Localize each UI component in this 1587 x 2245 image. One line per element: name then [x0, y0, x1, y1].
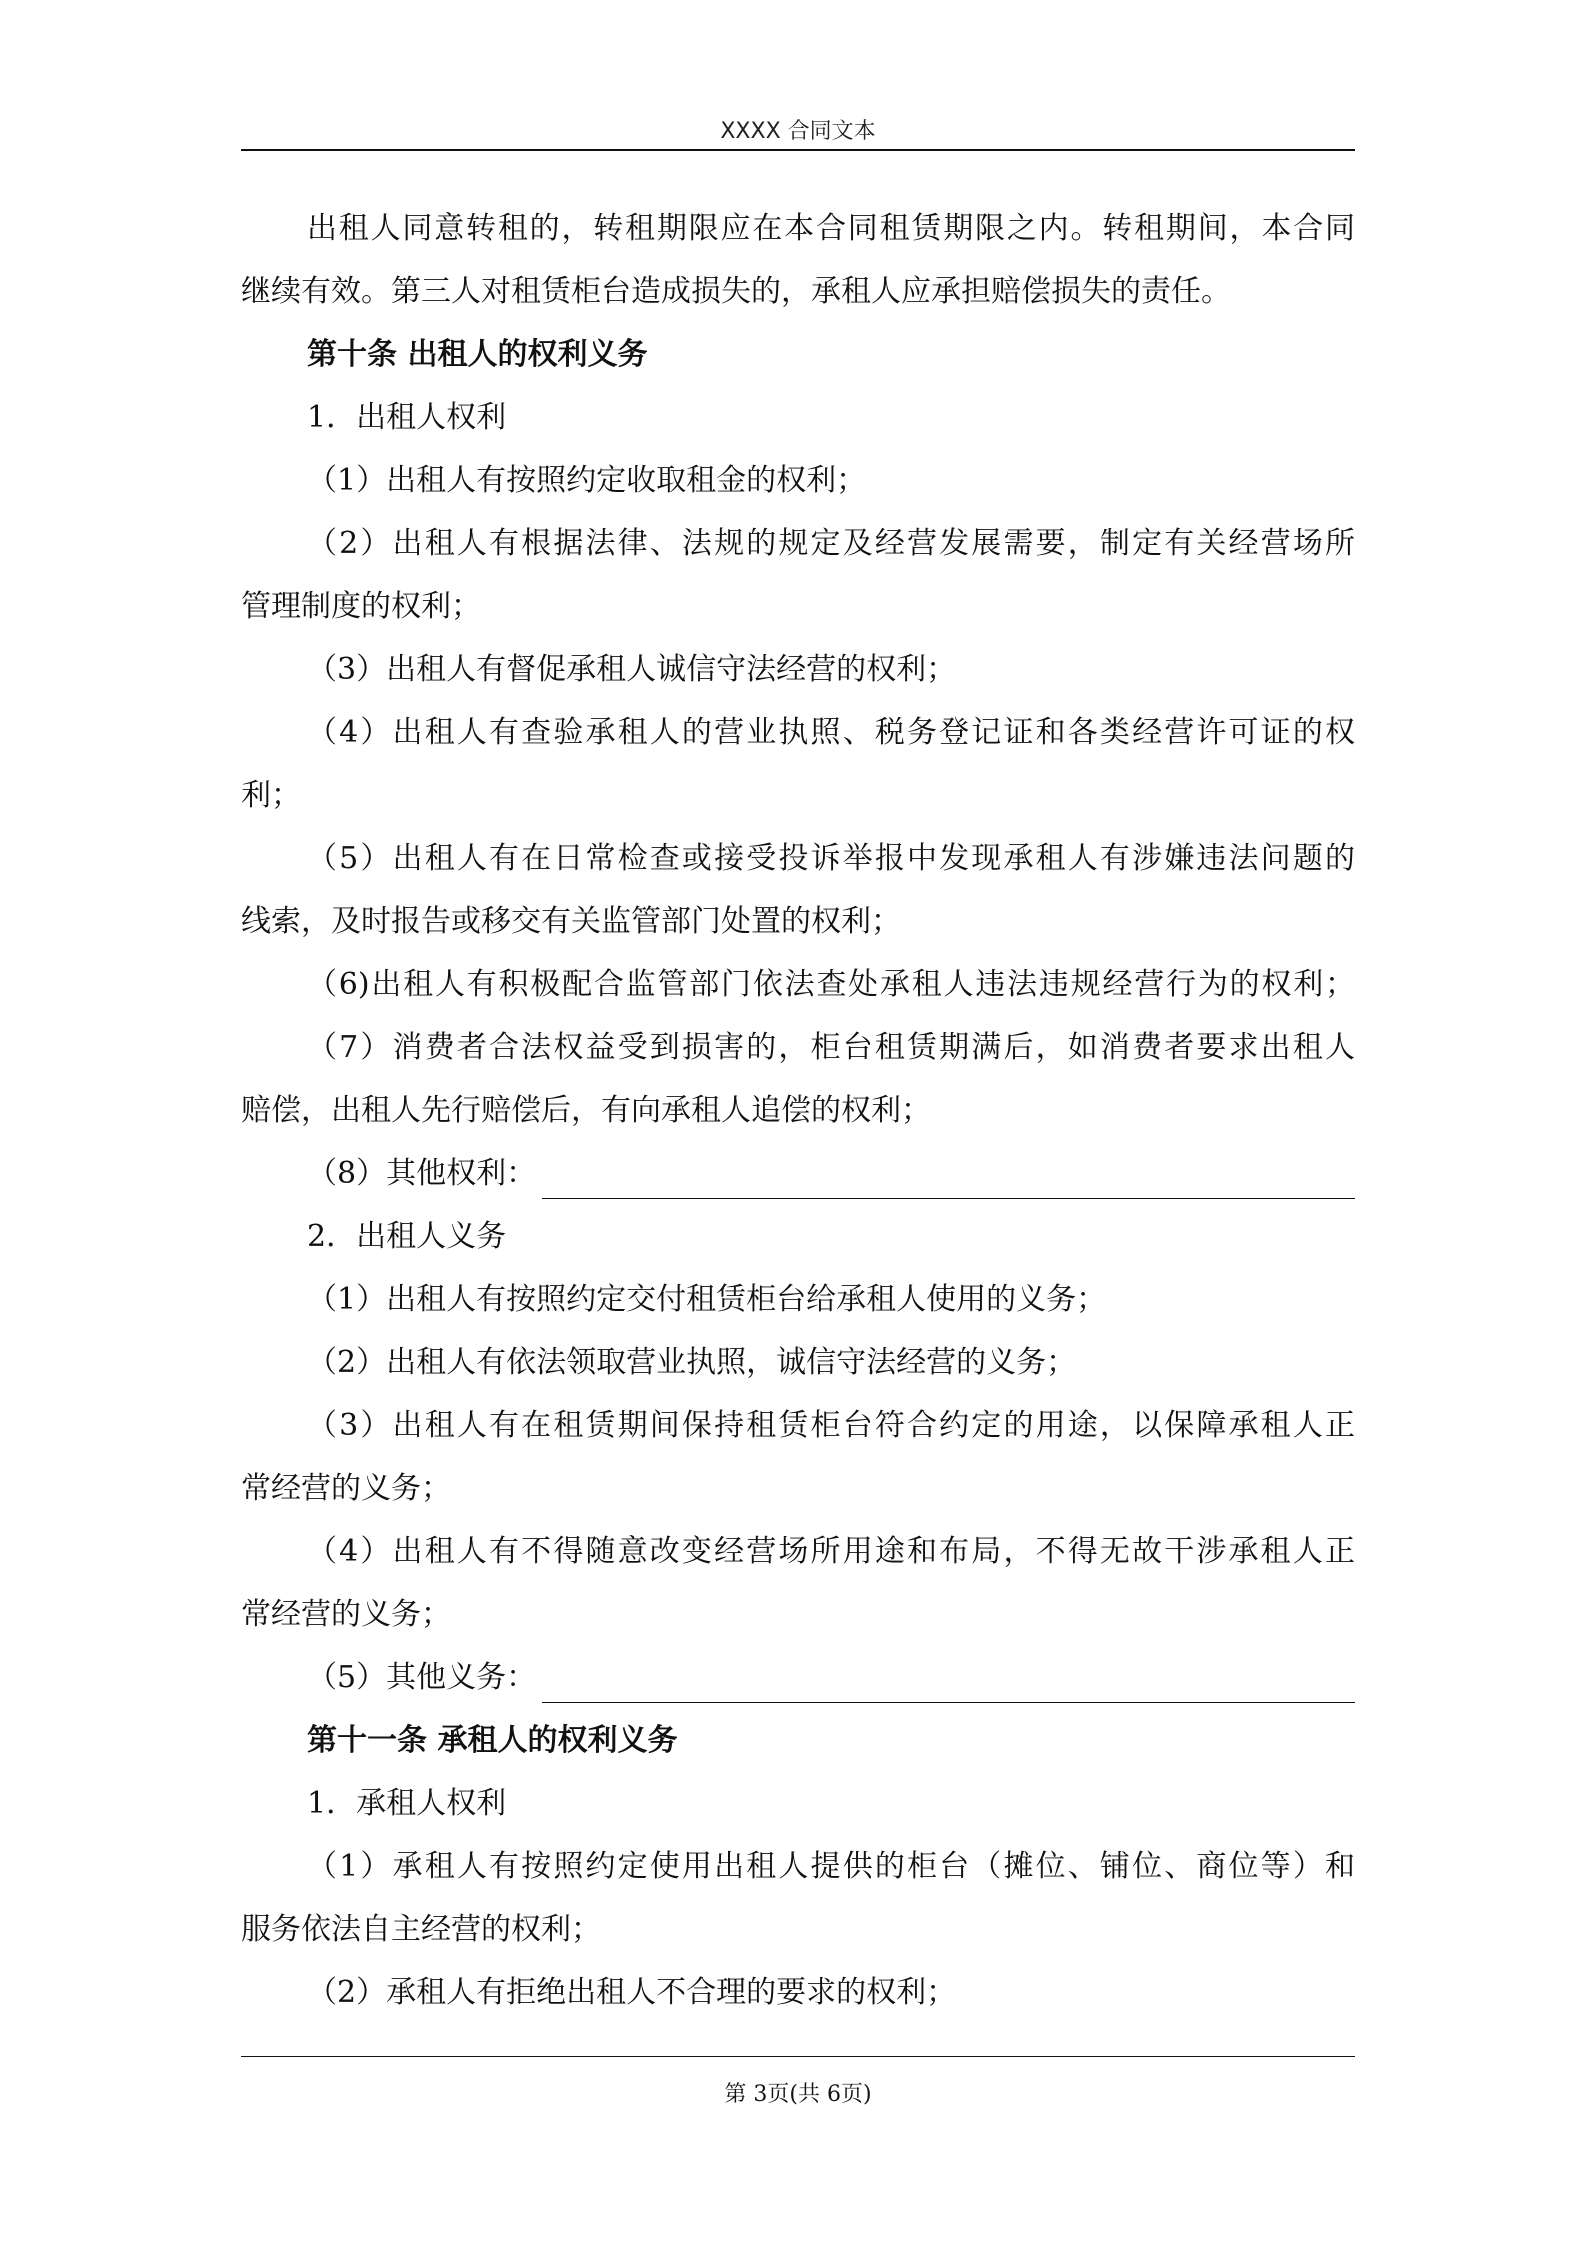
- clause-line: （2）出租人有根据法律、法规的规定及经营发展需要，制定有关经营场所: [307, 526, 1355, 561]
- header-title: XXXX 合同文本: [720, 119, 876, 144]
- paragraph-line: 继续有效。第三人对租赁柜台造成损失的，承租人应承担赔偿损失的责任。: [241, 274, 1231, 309]
- article-heading: 第十一条 承租人的权利义务: [307, 1723, 678, 1758]
- clause-line: （4）出租人有不得随意改变经营场所用途和布局，不得无故干涉承租人正: [307, 1534, 1355, 1569]
- article-heading: 第十条 出租人的权利义务: [307, 337, 648, 372]
- clause-line: 线索，及时报告或移交有关监管部门处置的权利；: [241, 904, 901, 939]
- section-heading: 1．承租人权利: [307, 1786, 507, 1821]
- clause-line: （2）出租人有依法领取营业执照，诚信守法经营的义务；: [307, 1345, 1077, 1380]
- clause-line: （4）出租人有查验承租人的营业执照、税务登记证和各类经营许可证的权: [307, 715, 1355, 750]
- other-rights-line: [241, 1142, 1355, 1205]
- fill-in-blank[interactable]: [542, 1702, 1355, 1703]
- other-obligations-line: [241, 1646, 1355, 1709]
- clause-line: （1）承租人有按照约定使用出租人提供的柜台（摊位、铺位、商位等）和: [307, 1849, 1355, 1884]
- header-rule: [241, 149, 1355, 151]
- section-heading: 1．出租人权利: [307, 400, 507, 435]
- clause-line: 管理制度的权利；: [241, 589, 481, 624]
- clause-line: （2）承租人有拒绝出租人不合理的要求的权利；: [307, 1975, 957, 2010]
- document-body: [241, 197, 1355, 2024]
- clause-line: 利；: [241, 778, 301, 813]
- clause-line: （5）出租人有在日常检查或接受投诉举报中发现承租人有涉嫌违法问题的: [307, 841, 1355, 876]
- clause-line: （3）出租人有督促承租人诚信守法经营的权利；: [307, 652, 957, 687]
- clause-line: （6)出租人有积极配合监管部门依法查处承租人违法违规经营行为的权利；: [307, 967, 1355, 1002]
- clause-line: 常经营的义务；: [241, 1471, 451, 1506]
- clause-line: （3）出租人有在租赁期间保持租赁柜台符合约定的用途，以保障承租人正: [307, 1408, 1355, 1443]
- section-heading: 2．出租人义务: [307, 1219, 507, 1254]
- clause-line: 赔偿，出租人先行赔偿后，有向承租人追偿的权利；: [241, 1093, 931, 1128]
- clause-label: （8）其他权利：: [307, 1156, 537, 1191]
- footer-rule: [241, 2056, 1355, 2057]
- fill-in-blank[interactable]: [542, 1198, 1355, 1199]
- clause-label: （5）其他义务：: [307, 1660, 537, 1695]
- clause-line: 服务依法自主经营的权利；: [241, 1912, 601, 1947]
- clause-line: 常经营的义务；: [241, 1597, 451, 1632]
- paragraph-line: 出租人同意转租的，转租期限应在本合同租赁期限之内。转租期间，本合同: [307, 211, 1355, 246]
- clause-line: （1）出租人有按照约定交付租赁柜台给承租人使用的义务；: [307, 1282, 1107, 1317]
- clause-line: （1）出租人有按照约定收取租金的权利；: [307, 463, 867, 498]
- clause-line: （7）消费者合法权益受到损害的，柜台租赁期满后，如消费者要求出租人: [307, 1030, 1355, 1065]
- page-number: 第 3页(共 6页): [724, 2082, 872, 2107]
